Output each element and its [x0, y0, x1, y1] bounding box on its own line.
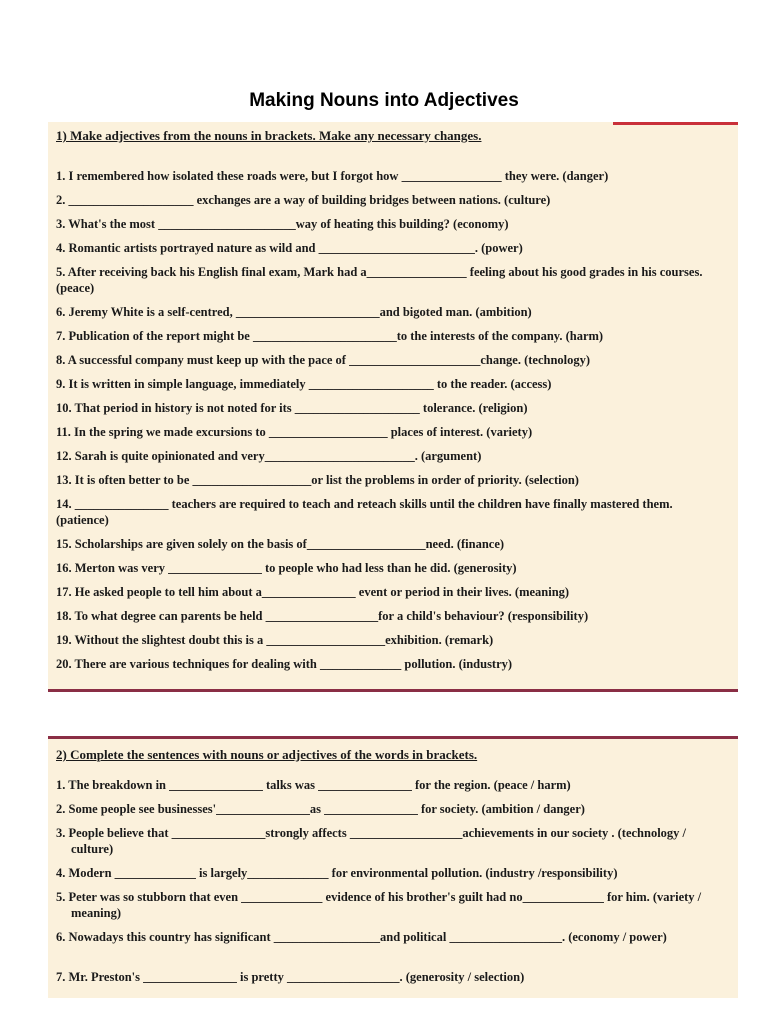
- exercise-1-item: 19. Without the slightest doubt this is a ___________________exhibition. (remark): [56, 633, 494, 647]
- accent-bar: [613, 122, 738, 125]
- exercise-1-item: 15. Scholarships are given solely on the basis of___________________need. (finance): [56, 537, 505, 551]
- exercise-1-item: 12. Sarah is quite opinionated and very________________________. (argument): [56, 449, 482, 463]
- exercise-1-item: 6. Jeremy White is a self-centred, _______________________and bigoted man. (ambition): [56, 305, 532, 319]
- exercise-2-item: 4. Modern _____________ is largely_____________ for environmental pollution. (industry /responsibility): [56, 866, 618, 880]
- exercise-1-item: 14. _______________ teachers are required to teach and reteach skills until the children have finally mastered them. (patience): [56, 497, 673, 527]
- exercise-2-panel: [48, 736, 738, 998]
- exercise-2-item: 3. People believe that _______________strongly affects __________________achievements in our society . (technology / culture): [56, 826, 687, 856]
- exercise-1-heading: 1) Make adjectives from the nouns in brackets. Make any necessary changes.: [56, 128, 482, 143]
- exercise-2-item: 2. Some people see businesses'_______________as _______________ for society. (ambition / danger): [56, 802, 585, 816]
- exercise-2-item: 5. Peter was so stubborn that even _____________ evidence of his brother's guilt had no_____________ for him. (variety / meaning): [56, 890, 702, 920]
- exercise-1-item: 13. It is often better to be ___________________or list the problems in order of priority. (selection): [56, 473, 579, 487]
- exercise-1-item: 3. What's the most ______________________way of heating this building? (economy): [56, 217, 509, 231]
- exercise-2-item: 7. Mr. Preston's _______________ is pretty __________________. (generosity / selection): [56, 970, 525, 984]
- exercise-1-item: 7. Publication of the report might be _______________________to the interests of the company. (harm): [56, 329, 604, 343]
- exercise-1-item: 17. He asked people to tell him about a_______________ event or period in their lives. (meaning): [56, 585, 570, 599]
- exercise-2-heading: 2) Complete the sentences with nouns or adjectives of the words in brackets.: [56, 747, 478, 762]
- exercise-1-item: 8. A successful company must keep up with the pace of _____________________change. (technology): [56, 353, 591, 367]
- exercise-1-item: 1. I remembered how isolated these roads were, but I forgot how ________________ they were. (danger): [56, 169, 609, 183]
- exercise-1-item: 20. There are various techniques for dealing with _____________ pollution. (industry): [56, 657, 513, 671]
- page-title: Making Nouns into Adjectives: [249, 90, 519, 111]
- exercise-1-item: 9. It is written in simple language, immediately ____________________ to the reader. (access): [56, 377, 552, 391]
- exercise-2-item: 6. Nowadays this country has significant _________________and political __________________. (economy / power): [56, 930, 667, 944]
- exercise-1-item: 4. Romantic artists portrayed nature as wild and _________________________. (power): [56, 241, 523, 255]
- exercise-1-item: 5. After receiving back his English final exam, Mark had a________________ feeling about his good grades in his courses. (peace): [56, 265, 703, 295]
- exercise-1-panel: [48, 122, 738, 692]
- exercise-1-item: 10. That period in history is not noted for its ____________________ tolerance. (religion): [56, 401, 528, 415]
- exercise-2-item: 1. The breakdown in _______________ talks was _______________ for the region. (peace / harm): [56, 778, 571, 792]
- exercise-1-item: 16. Merton was very _______________ to people who had less than he did. (generosity): [56, 561, 517, 575]
- exercise-1-item: 18. To what degree can parents be held __________________for a child's behaviour? (responsibility): [56, 609, 589, 623]
- exercise-1-item: 11. In the spring we made excursions to ___________________ places of interest. (variety): [56, 425, 533, 439]
- exercise-1-item: 2. ____________________ exchanges are a way of building bridges between nations. (culture): [56, 193, 551, 207]
